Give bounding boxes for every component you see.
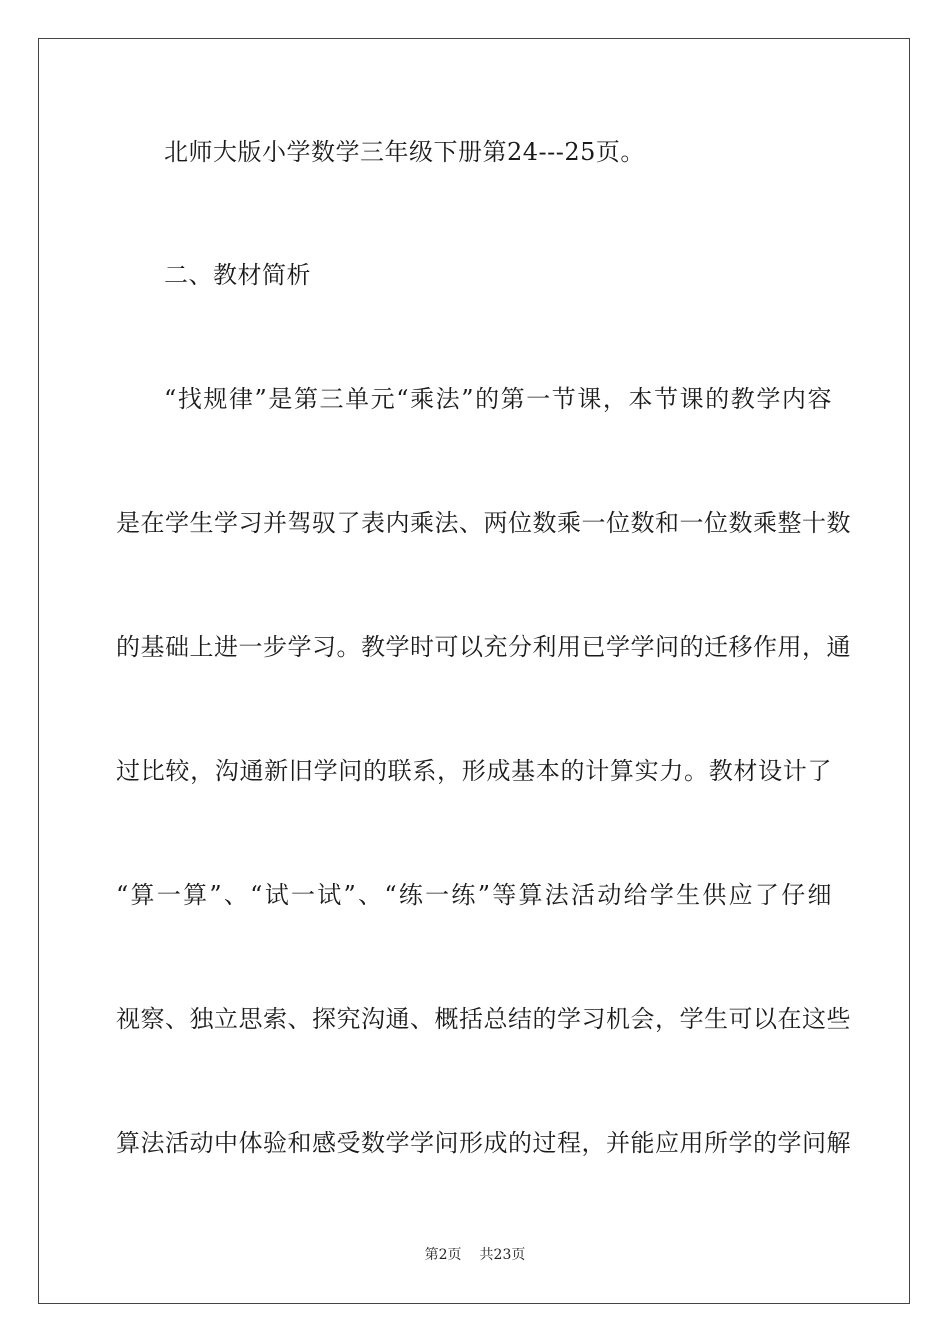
text-line-3: 的基础上进一步学习。教学时可以充分利用已学学问的迁移作用，通 (116, 633, 851, 661)
page-border (38, 38, 910, 1304)
page-footer (0, 1246, 950, 1264)
text-line-2: 是在学生学习并驾驭了表内乘法、两位数乘一位数和一位数乘整十数 (116, 509, 851, 537)
text-line-1: “找规律”是第三单元“乘法”的第一节课，本节课的教学内容 (164, 385, 832, 413)
text-line-6: 视察、独立思索、探究沟通、概括总结的学习机会，学生可以在这些 (116, 1005, 851, 1033)
section-heading: 二、教材简析 (164, 261, 311, 289)
text-line-5: “算一算”、“试一试”、“练一练”等算法活动给学生供应了仔细 (116, 881, 832, 909)
text-line-4: 过比较，沟通新旧学问的联系，形成基本的计算实力。教材设计了 (116, 757, 832, 785)
page-total: 共23页 (479, 1247, 526, 1263)
page-number: 第2页 (424, 1247, 462, 1263)
text-line-source: 北师大版小学数学三年级下册第24---25页。 (164, 138, 645, 166)
text-line-7: 算法活动中体验和感受数学学问形成的过程，并能应用所学的学问解 (116, 1129, 851, 1157)
